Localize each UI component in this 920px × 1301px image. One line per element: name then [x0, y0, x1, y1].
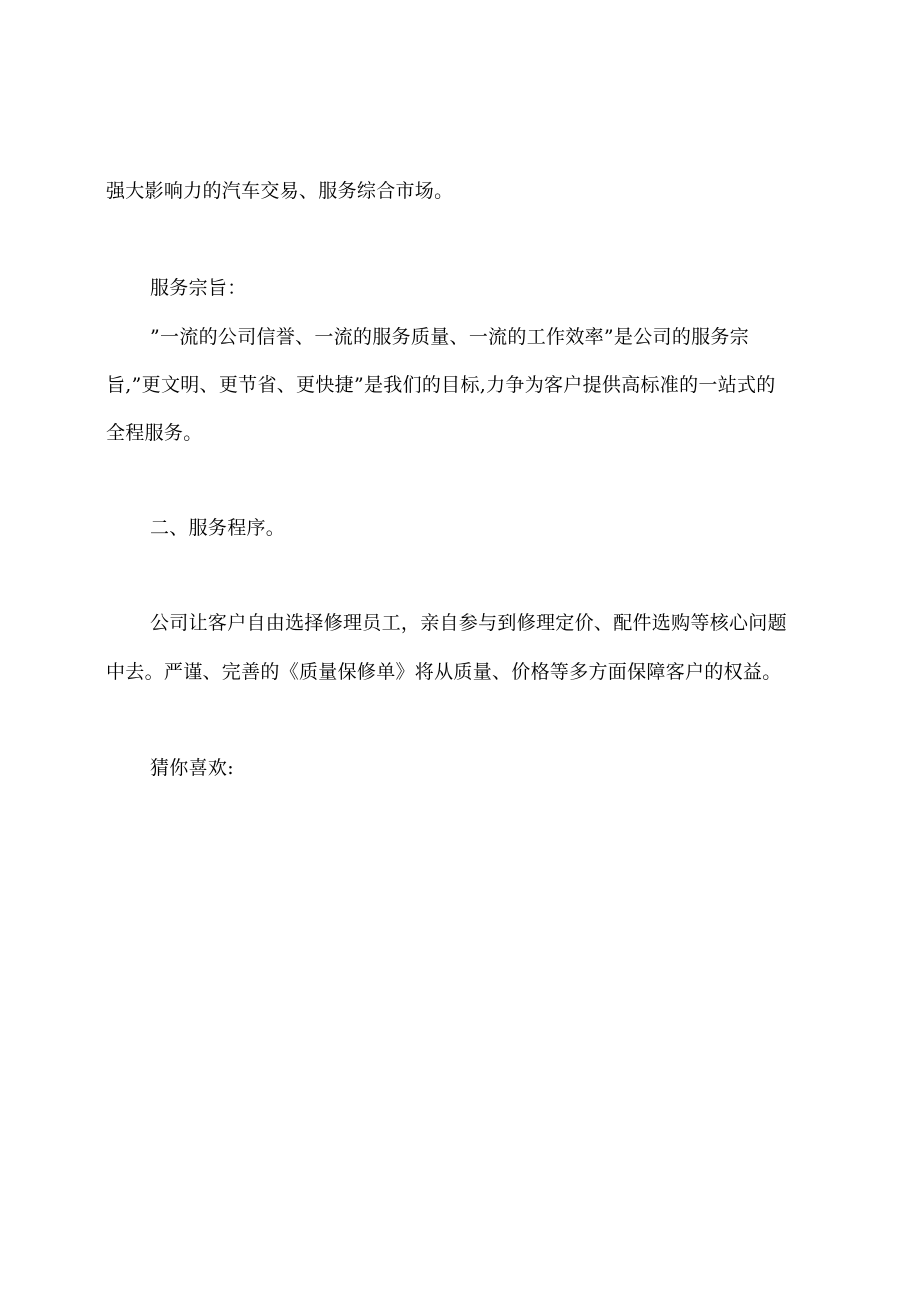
service-purpose-line-1: ”一流的公司信誉、一流的服务质量、一流的工作效率”是公司的服务宗	[150, 326, 750, 348]
service-procedure-line-2: 中去。严谨、完善的《质量保修单》将从质量、价格等多方面保障客户的权益。	[106, 661, 782, 683]
service-purpose-line-3: 全程服务。	[106, 422, 203, 444]
section-2-heading: 二、服务程序。	[150, 517, 286, 539]
related-articles-heading: 猜你喜欢:	[150, 757, 234, 779]
service-procedure-line-1: 公司让客户自由选择修理员工，亲自参与到修理定价、配件选购等核心问题	[150, 612, 787, 634]
service-purpose-heading: 服务宗旨：	[150, 277, 247, 299]
intro-paragraph-tail: 强大影响力的汽车交易、服务综合市场。	[106, 180, 454, 202]
service-purpose-line-2: 旨,”更文明、更节省、更快捷”是我们的目标,力争为客户提供高标准的一站式的	[106, 374, 776, 396]
